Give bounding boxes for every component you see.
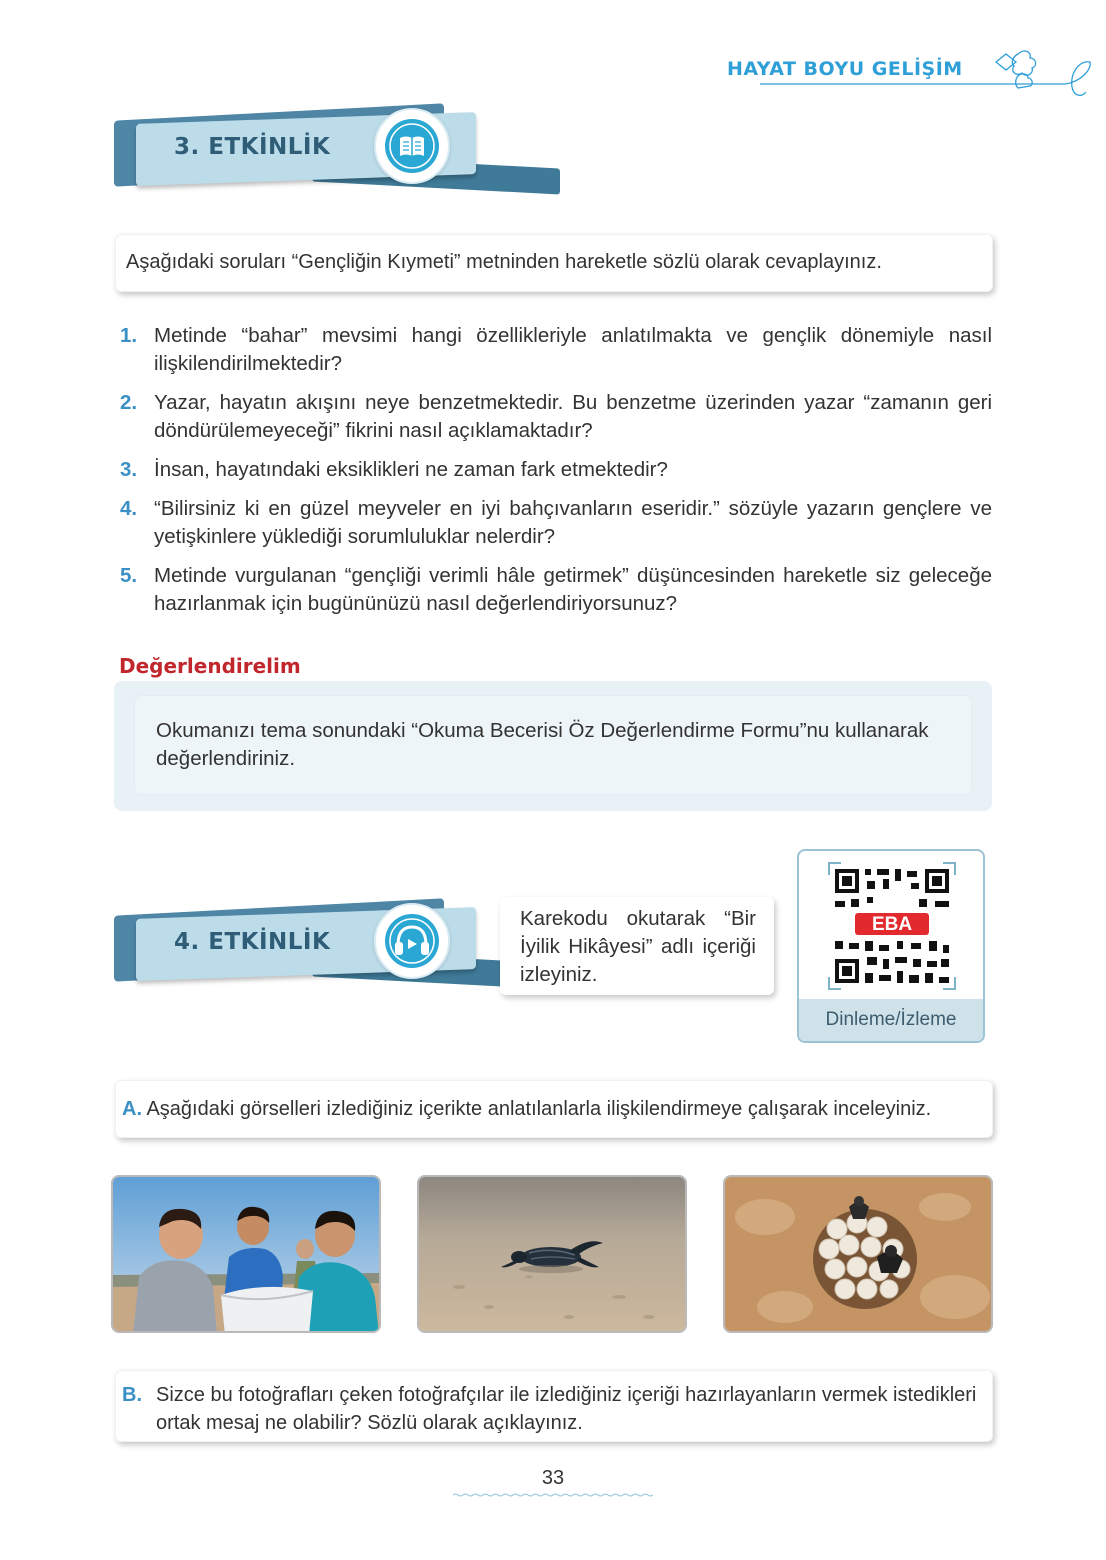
evaluate-title: Değerlendirelim xyxy=(119,654,301,678)
partA-letter: A. xyxy=(122,1098,142,1120)
question-list xyxy=(120,322,992,629)
activity4-label: 4. ETKİNLİK xyxy=(174,929,331,955)
photo-children-collecting xyxy=(111,1175,381,1333)
question-item: 1. Metinde “bahar” mevsimi hangi özellikleriyle anlatılmakta ve gençlik dönemiyle nasıl ilişkilendirilmektedir? xyxy=(120,324,992,375)
question-item: 2. Yazar, hayatın akışını neye benzetmektedir. Bu benzetme üzerinden yazar “zamanın geri döndürülemeyeceği” fikrini nasıl açıklamaktadır? xyxy=(120,391,992,442)
qr-instruction-box xyxy=(500,897,774,995)
qr-caption: Dinleme/İzleme xyxy=(799,999,983,1041)
question-item: 3. İnsan, hayatındaki eksiklikleri ne zaman fark etmektedir? xyxy=(120,458,668,481)
qr-instruction: Karekodu okutarak “Bir İyilik Hikâyesi” adlı içeriği izleyiniz. xyxy=(520,907,756,986)
partB-text: Sizce bu fotoğrafları çeken fotoğrafçılar ile izlediğiniz içeriği hazırlayanların vermek istedikleri ortak mesaj ne olabilir? Sözlü olarak açıklayınız. xyxy=(156,1384,977,1434)
question-item: 4. “Bilirsiniz ki en güzel meyveler en iyi bahçıvanların eseridir.” sözüyle yazarın gençlere ve yetişkinlere yüklediği sorumluluklar nelerdir? xyxy=(120,497,992,548)
qr-card[interactable] xyxy=(797,849,985,1043)
activity3-label: 3. ETKİNLİK xyxy=(174,134,331,160)
question-item: 5. Metinde vurgulanan “gençliği verimli hâle getirmek” düşüncesinden hareketle siz geleceğe hazırlanmak için bugününüzü nasıl değerlendiriyorsunuz? xyxy=(120,564,992,615)
partA-text: Aşağıdaki görselleri izlediğiniz içerikte anlatılanlarla ilişkilendirmeye çalışarak inceleyiniz. xyxy=(146,1098,932,1120)
partA-box xyxy=(115,1080,993,1138)
partB-letter: B. xyxy=(122,1384,142,1406)
qr-code[interactable] xyxy=(827,861,957,991)
evaluate-text: Okumanızı tema sonundaki “Okuma Becerisi Öz Değerlendirme Formu”nu kullanarak değerlendiriniz. xyxy=(156,719,929,770)
headphones-icon xyxy=(382,911,442,971)
activity3-banner xyxy=(112,108,484,200)
photo-turtle-beach xyxy=(417,1175,687,1333)
puzzle-icon xyxy=(760,42,1095,102)
eba-logo: EBA xyxy=(871,914,913,935)
page-number: 33 xyxy=(541,1467,565,1489)
photo-turtle-eggs xyxy=(723,1175,993,1333)
page-number-decoration xyxy=(453,1493,653,1497)
activity3-instruction-box xyxy=(115,234,993,292)
open-book-icon xyxy=(382,116,442,176)
evaluate-box xyxy=(114,681,992,811)
activity4-banner xyxy=(112,903,484,995)
partB-box xyxy=(115,1370,993,1442)
header-title: HAYAT BOYU GELİŞİM xyxy=(727,58,963,80)
activity3-instruction: Aşağıdaki soruları “Gençliğin Kıymeti” metninden hareketle sözlü olarak cevaplayınız. xyxy=(126,251,882,273)
